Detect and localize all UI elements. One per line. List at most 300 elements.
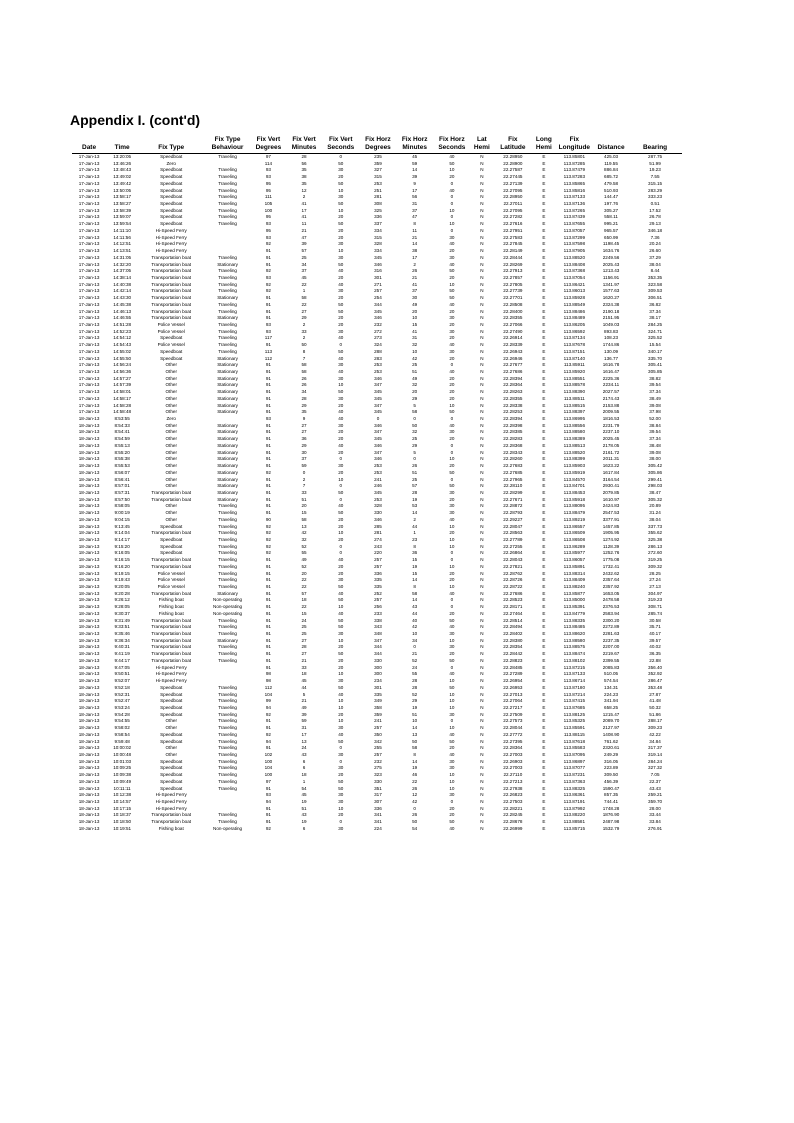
table-cell: 650.99: [604, 234, 619, 240]
table-cell: 22.28823: [503, 657, 523, 663]
table-cell: 113.85928: [563, 295, 586, 301]
table-cell: 10:18:50: [113, 819, 132, 825]
table-cell: Traveling: [218, 785, 237, 791]
table-cell: E: [542, 248, 546, 254]
table-cell: 20: [338, 664, 344, 670]
table-cell: N: [480, 523, 484, 529]
table-cell: 234: [374, 678, 382, 684]
table-cell: Traveling: [218, 342, 237, 348]
table-cell: 40.02: [649, 644, 661, 650]
table-cell: 39: [301, 711, 307, 717]
table-cell: 10:14:57: [113, 799, 132, 804]
table-cell: 41: [301, 201, 307, 207]
table-cell: 91: [265, 590, 271, 596]
table-cell: N: [480, 234, 484, 240]
table-cell: Traveling: [218, 684, 237, 690]
table-row: [72, 624, 682, 631]
table-cell: 10:00:48: [113, 751, 132, 757]
table-cell: E: [542, 295, 546, 301]
table-cell: 52: [301, 563, 307, 569]
table-cell: 50: [412, 738, 418, 744]
table-cell: 10:18:37: [113, 812, 132, 818]
table-row: [72, 456, 682, 463]
table-cell: 233: [374, 610, 382, 616]
table-cell: 113.86421: [563, 281, 586, 287]
table-row: [72, 429, 682, 436]
table-cell: 9: [413, 180, 416, 186]
table-row: [72, 806, 682, 813]
table-cell: 14:58:28: [113, 402, 132, 408]
table-cell: 31.24: [649, 510, 661, 516]
table-cell: 113.85918: [563, 496, 586, 502]
table-cell: 22.27671: [503, 496, 523, 502]
table-cell: 22.28563: [503, 530, 523, 536]
table-cell: 91: [265, 657, 271, 663]
table-cell: 22.27110: [503, 772, 523, 778]
table-cell: Traveling: [218, 550, 237, 556]
table-cell: 32: [412, 342, 418, 348]
table-cell: N: [480, 174, 484, 180]
table-cell: E: [542, 355, 546, 361]
table-cell: 9:58:54: [114, 731, 130, 737]
table-cell: 285: [374, 523, 382, 529]
table-cell: 1876.90: [602, 812, 620, 818]
table-cell: 50: [338, 308, 344, 314]
table-cell: 91: [265, 718, 271, 724]
table-cell: 20: [338, 234, 344, 240]
table-cell: 91: [265, 483, 271, 489]
table-cell: N: [480, 496, 484, 502]
table-cell: E: [542, 584, 546, 589]
table-cell: Hi-Speed Ferry: [155, 678, 187, 684]
table-cell: 0: [339, 342, 343, 348]
table-cell: Stationary: [217, 261, 238, 267]
table-cell: N: [480, 570, 484, 576]
table-cell: 30: [338, 765, 344, 771]
table-cell: 288: [374, 348, 382, 354]
table-cell: 92: [265, 536, 271, 542]
table-cell: 13:58:17: [113, 194, 132, 200]
column-header-top: [138, 136, 204, 144]
table-cell: 113.87678: [563, 342, 586, 348]
table-cell: 18-Jan-13: [78, 536, 100, 542]
table-cell: 0: [376, 416, 380, 422]
table-cell: Transportation boat: [151, 496, 192, 502]
table-cell: 20: [449, 436, 455, 442]
table-cell: 17-Jan-13: [78, 194, 100, 200]
table-cell: Other: [165, 395, 177, 401]
table-cell: 22.28385: [503, 429, 523, 435]
table-cell: 22.27490: [503, 328, 523, 334]
table-cell: 14:54:43: [113, 342, 132, 348]
table-cell: 1634.76: [602, 248, 620, 254]
table-cell: 36.82: [649, 301, 661, 307]
table-cell: 15: [412, 557, 418, 563]
table-cell: 18-Jan-13: [78, 597, 100, 603]
table-cell: Hi-Speed Ferry: [155, 664, 187, 670]
table-cell: 220: [374, 550, 382, 556]
table-cell: 22.29227: [503, 516, 523, 522]
table-cell: 113.88580: [563, 429, 586, 435]
table-cell: 22.27951: [503, 227, 523, 233]
table-cell: 113.85391: [563, 604, 586, 610]
table-cell: 1775.08: [602, 557, 620, 563]
table-cell: 9:58:02: [114, 725, 130, 731]
table-cell: 2320.61: [602, 745, 620, 751]
table-cell: 22.28245: [503, 812, 523, 818]
table-cell: 30: [449, 631, 455, 637]
table-cell: E: [542, 174, 546, 180]
table-cell: N: [480, 751, 484, 757]
table-cell: 10: [449, 785, 455, 791]
table-cell: 20: [338, 469, 344, 475]
table-cell: 39.54: [649, 429, 661, 435]
table-row: [72, 745, 682, 752]
table-cell: 857.35: [604, 792, 619, 798]
table-cell: 13: [301, 523, 307, 529]
table-cell: E: [542, 557, 546, 563]
table-cell: 38.82: [649, 375, 661, 381]
table-cell: Traveling: [218, 268, 237, 274]
table-cell: 112: [264, 684, 273, 690]
table-cell: 113.87231: [563, 772, 586, 778]
column-header-top: Fix Horz: [439, 136, 465, 143]
table-cell: 20: [449, 610, 455, 616]
table-cell: Stationary: [217, 315, 238, 321]
table-cell: [204, 235, 251, 242]
table-cell: 341: [374, 812, 382, 818]
table-cell: 94: [265, 799, 271, 804]
table-cell: 26: [412, 812, 418, 818]
table-cell: 113.88486: [563, 308, 586, 314]
table-cell: 113.88515: [563, 402, 586, 408]
table-cell: 113.88453: [563, 489, 586, 495]
table-cell: 18-Jan-13: [78, 765, 100, 771]
table-cell: Stationary: [217, 429, 238, 435]
table-cell: 22.27965: [503, 476, 523, 482]
table-row: [72, 718, 682, 725]
table-cell: 300: [374, 664, 382, 670]
table-cell: 17-Jan-13: [78, 227, 100, 233]
table-cell: 113.88511: [563, 395, 585, 401]
table-cell: Hi-Speed Ferry: [155, 799, 187, 804]
table-cell: 50: [338, 348, 344, 354]
table-cell: 284.24: [648, 758, 663, 764]
table-cell: 93: [265, 221, 271, 227]
table-cell: 10: [449, 778, 455, 784]
table-cell: 26: [412, 268, 418, 274]
table-cell: 18-Jan-13: [78, 584, 100, 589]
table-cell: 91: [265, 489, 271, 495]
table-cell: 0: [413, 805, 416, 811]
table-cell: [204, 241, 251, 248]
table-cell: 10: [338, 805, 344, 811]
table-row: [72, 658, 682, 665]
table-cell: 345: [374, 395, 382, 401]
table-row: [72, 799, 682, 806]
table-cell: 24: [301, 617, 307, 623]
table-cell: 50: [338, 778, 344, 784]
table-cell: E: [542, 765, 546, 771]
table-cell: 0: [450, 604, 454, 610]
table-cell: 20: [412, 308, 418, 314]
table-cell: 22.27805: [503, 281, 523, 287]
table-cell: 93: [265, 167, 271, 173]
table-cell: E: [542, 395, 546, 401]
table-cell: 113.86289: [563, 543, 586, 549]
table-cell: 30: [412, 295, 418, 301]
table-cell: 113.87140: [563, 355, 586, 361]
table-cell: 1616.47: [602, 369, 620, 374]
table-cell: 40: [338, 731, 344, 737]
table-cell: Traveling: [218, 510, 237, 516]
table-cell: Traveling: [218, 624, 237, 630]
table-cell: 49: [301, 704, 307, 710]
table-cell: 58: [301, 362, 307, 368]
table-cell: 1215.47: [602, 711, 620, 717]
table-cell: N: [480, 563, 484, 569]
table-cell: E: [542, 449, 546, 455]
table-cell: 17-Jan-13: [78, 248, 100, 254]
table-cell: 30: [338, 362, 344, 368]
table-cell: 91: [265, 442, 271, 448]
table-row: [72, 692, 682, 699]
table-cell: 334: [374, 248, 382, 254]
table-cell: 256: [374, 604, 382, 610]
table-cell: 18-Jan-13: [78, 510, 100, 516]
table-row: [72, 403, 682, 410]
table-cell: 22.28950: [503, 194, 523, 200]
table-body: [72, 154, 682, 833]
table-cell: 9:35:46: [114, 631, 130, 637]
table-cell: 9:28:05: [114, 604, 130, 610]
table-cell: 50: [338, 584, 344, 589]
table-cell: 50: [449, 288, 455, 294]
table-cell: Other: [165, 516, 177, 522]
table-cell: 113.86508: [563, 536, 586, 542]
table-cell: 45: [301, 678, 307, 684]
table-cell: 91: [265, 315, 271, 321]
table-cell: Speedboat: [160, 221, 183, 227]
table-cell: 24: [301, 745, 307, 751]
table-cell: 22.88: [649, 657, 661, 663]
table-cell: N: [480, 187, 484, 193]
table-cell: 319.14: [648, 751, 663, 757]
table-cell: 91: [265, 436, 271, 442]
table-cell: 1532.79: [602, 825, 620, 831]
table-cell: N: [480, 221, 484, 227]
table-cell: Stationary: [217, 449, 238, 455]
table-row: [72, 382, 682, 389]
table-cell: 14: [412, 167, 418, 173]
table-cell: E: [542, 315, 546, 321]
table-cell: 52: [412, 691, 418, 697]
table-cell: Other: [165, 476, 177, 482]
table-cell: 323: [374, 772, 382, 778]
table-cell: 113.85911: [563, 362, 585, 368]
table-cell: 22.28221: [503, 805, 523, 811]
page-title: Appendix I. (cont'd): [70, 112, 201, 128]
table-cell: 284.25: [648, 321, 663, 327]
table-cell: 10: [449, 691, 455, 697]
table-cell: N: [480, 261, 484, 267]
table-cell: 58: [412, 745, 418, 751]
table-cell: 31: [412, 335, 418, 341]
table-cell: E: [542, 812, 546, 818]
table-cell: 20: [449, 382, 455, 388]
table-cell: 14:13:51: [113, 248, 132, 254]
table-cell: 20: [449, 274, 455, 280]
table-cell: [204, 806, 251, 813]
table-cell: N: [480, 799, 484, 804]
table-cell: 349: [374, 698, 382, 704]
table-row: [72, 356, 682, 363]
table-cell: Traveling: [218, 557, 237, 563]
table-cell: 113.88335: [563, 617, 586, 623]
table-row: [72, 739, 682, 746]
table-cell: 91: [265, 362, 271, 368]
column-header: Seconds: [322, 144, 359, 154]
table-cell: 113.85903: [563, 463, 586, 469]
table-cell: N: [480, 194, 484, 200]
table-cell: 50: [449, 483, 455, 489]
table-cell: 18-Jan-13: [78, 691, 100, 697]
table-cell: Traveling: [218, 731, 237, 737]
table-cell: Speedboat: [160, 684, 183, 690]
table-cell: 0: [450, 416, 454, 422]
table-cell: Speedboat: [160, 355, 183, 361]
table-cell: 0: [339, 456, 343, 462]
table-row: [72, 571, 682, 578]
table-cell: 8:55:20: [114, 449, 130, 455]
table-cell: 22.27139: [503, 180, 523, 186]
table-cell: 309.50: [604, 772, 619, 778]
table-cell: 345: [374, 308, 382, 314]
table-cell: 257: [374, 557, 382, 563]
table-cell: 10: [449, 207, 455, 213]
table-cell: 27: [301, 637, 307, 643]
table-cell: 9:52:47: [114, 698, 130, 704]
table-cell: E: [542, 154, 546, 159]
table-cell: 17-Jan-13: [78, 274, 100, 280]
table-cell: 20: [338, 449, 344, 455]
table-cell: 91: [265, 584, 271, 589]
table-cell: 18-Jan-13: [78, 751, 100, 757]
table-cell: 1198.45: [602, 241, 620, 247]
table-cell: Transportation boat: [151, 631, 192, 637]
table-cell: N: [480, 254, 484, 260]
table-cell: 14:57:39: [113, 382, 132, 388]
table-cell: 1274.92: [602, 536, 620, 542]
table-cell: E: [542, 819, 546, 825]
table-cell: Hi-Speed Ferry: [155, 234, 187, 240]
table-cell: Stationary: [217, 637, 238, 643]
table-cell: 9:47:05: [114, 664, 130, 670]
table-cell: Other: [165, 483, 177, 489]
table-cell: 104: [264, 765, 273, 771]
table-cell: 18-Jan-13: [78, 812, 100, 818]
table-cell: 41: [412, 281, 418, 287]
table-cell: 0: [339, 483, 343, 489]
table-cell: 92: [265, 711, 271, 717]
table-cell: 9:54:55: [114, 718, 130, 724]
table-cell: Speedboat: [160, 523, 183, 529]
table-cell: 8:57:31: [114, 489, 130, 495]
table-cell: 25: [301, 624, 307, 630]
table-cell: E: [542, 610, 546, 616]
table-cell: 26.60: [649, 248, 661, 254]
column-header-top: [628, 136, 682, 144]
table-cell: 22.28402: [503, 631, 523, 637]
table-row: [72, 235, 682, 242]
table-row: [72, 409, 682, 416]
table-cell: 22.27464: [503, 610, 523, 616]
table-cell: 18-Jan-13: [78, 604, 100, 610]
table-cell: 14:11:10: [113, 227, 131, 233]
table-cell: N: [480, 154, 484, 159]
table-cell: 98: [265, 678, 271, 684]
table-cell: 17-Jan-13: [78, 288, 100, 294]
table-cell: 22.28044: [503, 725, 523, 731]
table-cell: 22.28793: [503, 510, 523, 516]
table-cell: 45: [301, 274, 307, 280]
table-cell: 333.23: [648, 194, 663, 200]
table-row: [72, 644, 682, 651]
table-cell: 113.87685: [563, 704, 586, 710]
table-cell: 253: [374, 362, 382, 368]
table-cell: Stationary: [217, 295, 238, 301]
table-cell: 113.87214: [563, 691, 586, 697]
table-cell: 22.28253: [503, 409, 523, 415]
table-cell: 272.60: [648, 550, 663, 556]
table-row: [72, 544, 682, 551]
table-cell: N: [480, 348, 484, 354]
table-cell: 113.88520: [563, 254, 586, 260]
table-cell: E: [542, 536, 546, 542]
table-cell: Traveling: [218, 536, 237, 542]
table-cell: 8: [413, 543, 416, 549]
table-cell: 113.87151: [563, 348, 586, 354]
table-cell: 91: [265, 429, 271, 435]
table-cell: Fishing boat: [158, 604, 184, 610]
table-cell: 25: [412, 476, 418, 482]
table-cell: 30.58: [649, 617, 661, 623]
table-cell: E: [542, 463, 546, 469]
table-cell: 20: [449, 395, 455, 401]
table-cell: Speedboat: [160, 543, 183, 549]
table-cell: 91: [265, 422, 271, 428]
table-cell: 253: [374, 369, 382, 374]
table-cell: 113.85920: [563, 369, 586, 374]
table-cell: 309.32: [648, 563, 663, 569]
table-cell: 232: [374, 321, 382, 327]
table-cell: 113.89219: [563, 516, 586, 522]
table-cell: 8:55:13: [114, 442, 130, 448]
table-cell: 95: [265, 214, 271, 220]
table-cell: 14:43:30: [113, 295, 132, 301]
table-cell: 17-Jan-13: [78, 261, 100, 267]
table-cell: 18-Jan-13: [78, 523, 100, 529]
table-cell: 22.27003: [503, 765, 523, 771]
table-cell: 18-Jan-13: [78, 476, 100, 482]
table-cell: 0: [450, 227, 454, 233]
table-cell: 14:46:13: [113, 308, 132, 314]
table-cell: 22.27255: [503, 543, 523, 549]
table-cell: 2: [302, 335, 306, 341]
table-cell: 50: [449, 617, 455, 623]
table-cell: 113.88580: [563, 637, 586, 643]
table-cell: 8:56:07: [114, 469, 130, 475]
